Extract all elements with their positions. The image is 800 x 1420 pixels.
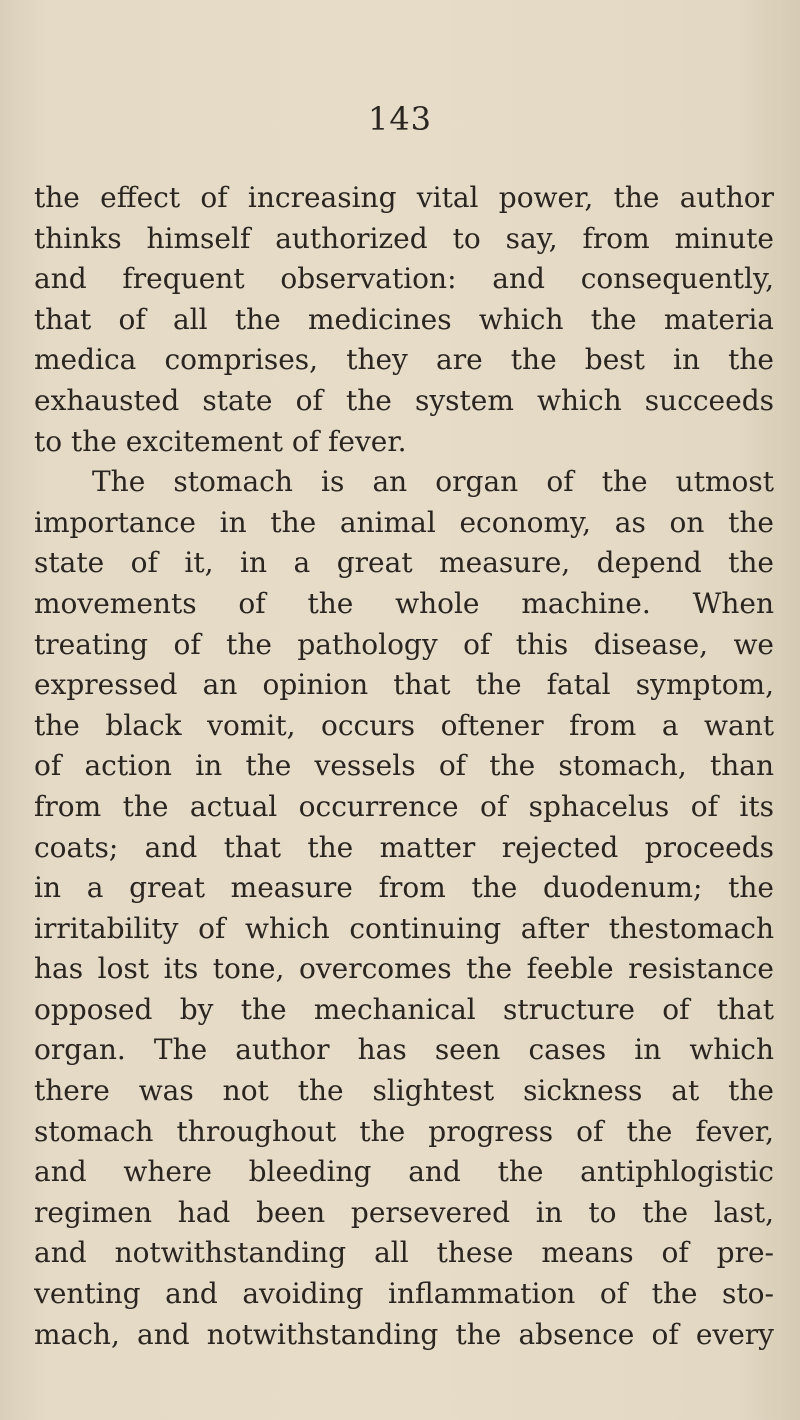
text-line: mach, and notwithstanding the absence of every bbox=[34, 1317, 774, 1351]
text-line: has lost its tone, overcomes the feeble resistance bbox=[34, 952, 774, 986]
text-line: to the excitement of fever. bbox=[34, 424, 407, 458]
page-number: 143 bbox=[367, 100, 433, 138]
text-line: The stomach is an organ of the utmost bbox=[92, 465, 774, 499]
text-line: exhausted state of the system which succeeds bbox=[34, 383, 774, 417]
text-line: the effect of increasing vital power, the author bbox=[34, 181, 774, 214]
body-text bbox=[34, 178, 774, 1355]
text-line: there was not the slightest sickness at the bbox=[34, 1074, 774, 1108]
text-line: and frequent observation: and consequently, bbox=[34, 262, 774, 296]
text-line: organ. The author has seen cases in which bbox=[34, 1033, 774, 1067]
text-line: and notwithstanding all these means of pre- bbox=[34, 1236, 774, 1270]
text-line: in a great measure from the duodenum; the bbox=[34, 871, 774, 905]
text-line: state of it, in a great measure, depend the bbox=[34, 546, 774, 580]
text-line: stomach throughout the progress of the fever, bbox=[34, 1114, 774, 1148]
text-line: medica comprises, they are the best in the bbox=[34, 343, 774, 377]
text-line: importance in the animal economy, as on the bbox=[34, 505, 774, 539]
text-line: from the actual occurrence of sphacelus of its bbox=[34, 789, 774, 823]
text-line: coats; and that the matter rejected proceeds bbox=[34, 830, 774, 864]
text-line: thinks himself authorized to say, from minute bbox=[34, 221, 774, 255]
text-line: the black vomit, occurs oftener from a want bbox=[34, 708, 774, 742]
text-line: and where bleeding and the antiphlogistic bbox=[34, 1155, 774, 1189]
text-line: venting and avoiding inflammation of the sto- bbox=[34, 1277, 774, 1311]
text-line: regimen had been persevered in to the last, bbox=[34, 1195, 774, 1229]
text-line: treating of the pathology of this disease, we bbox=[34, 627, 774, 661]
text-line: movements of the whole machine. When bbox=[34, 586, 774, 620]
text-line: expressed an opinion that the fatal symptom, bbox=[34, 668, 774, 702]
text-line: of action in the vessels of the stomach, than bbox=[34, 749, 774, 783]
text-line: that of all the medicines which the materia bbox=[34, 302, 774, 336]
text-line: opposed by the mechanical structure of that bbox=[34, 992, 774, 1026]
text-line: irritability of which continuing after thestomach bbox=[34, 911, 774, 945]
